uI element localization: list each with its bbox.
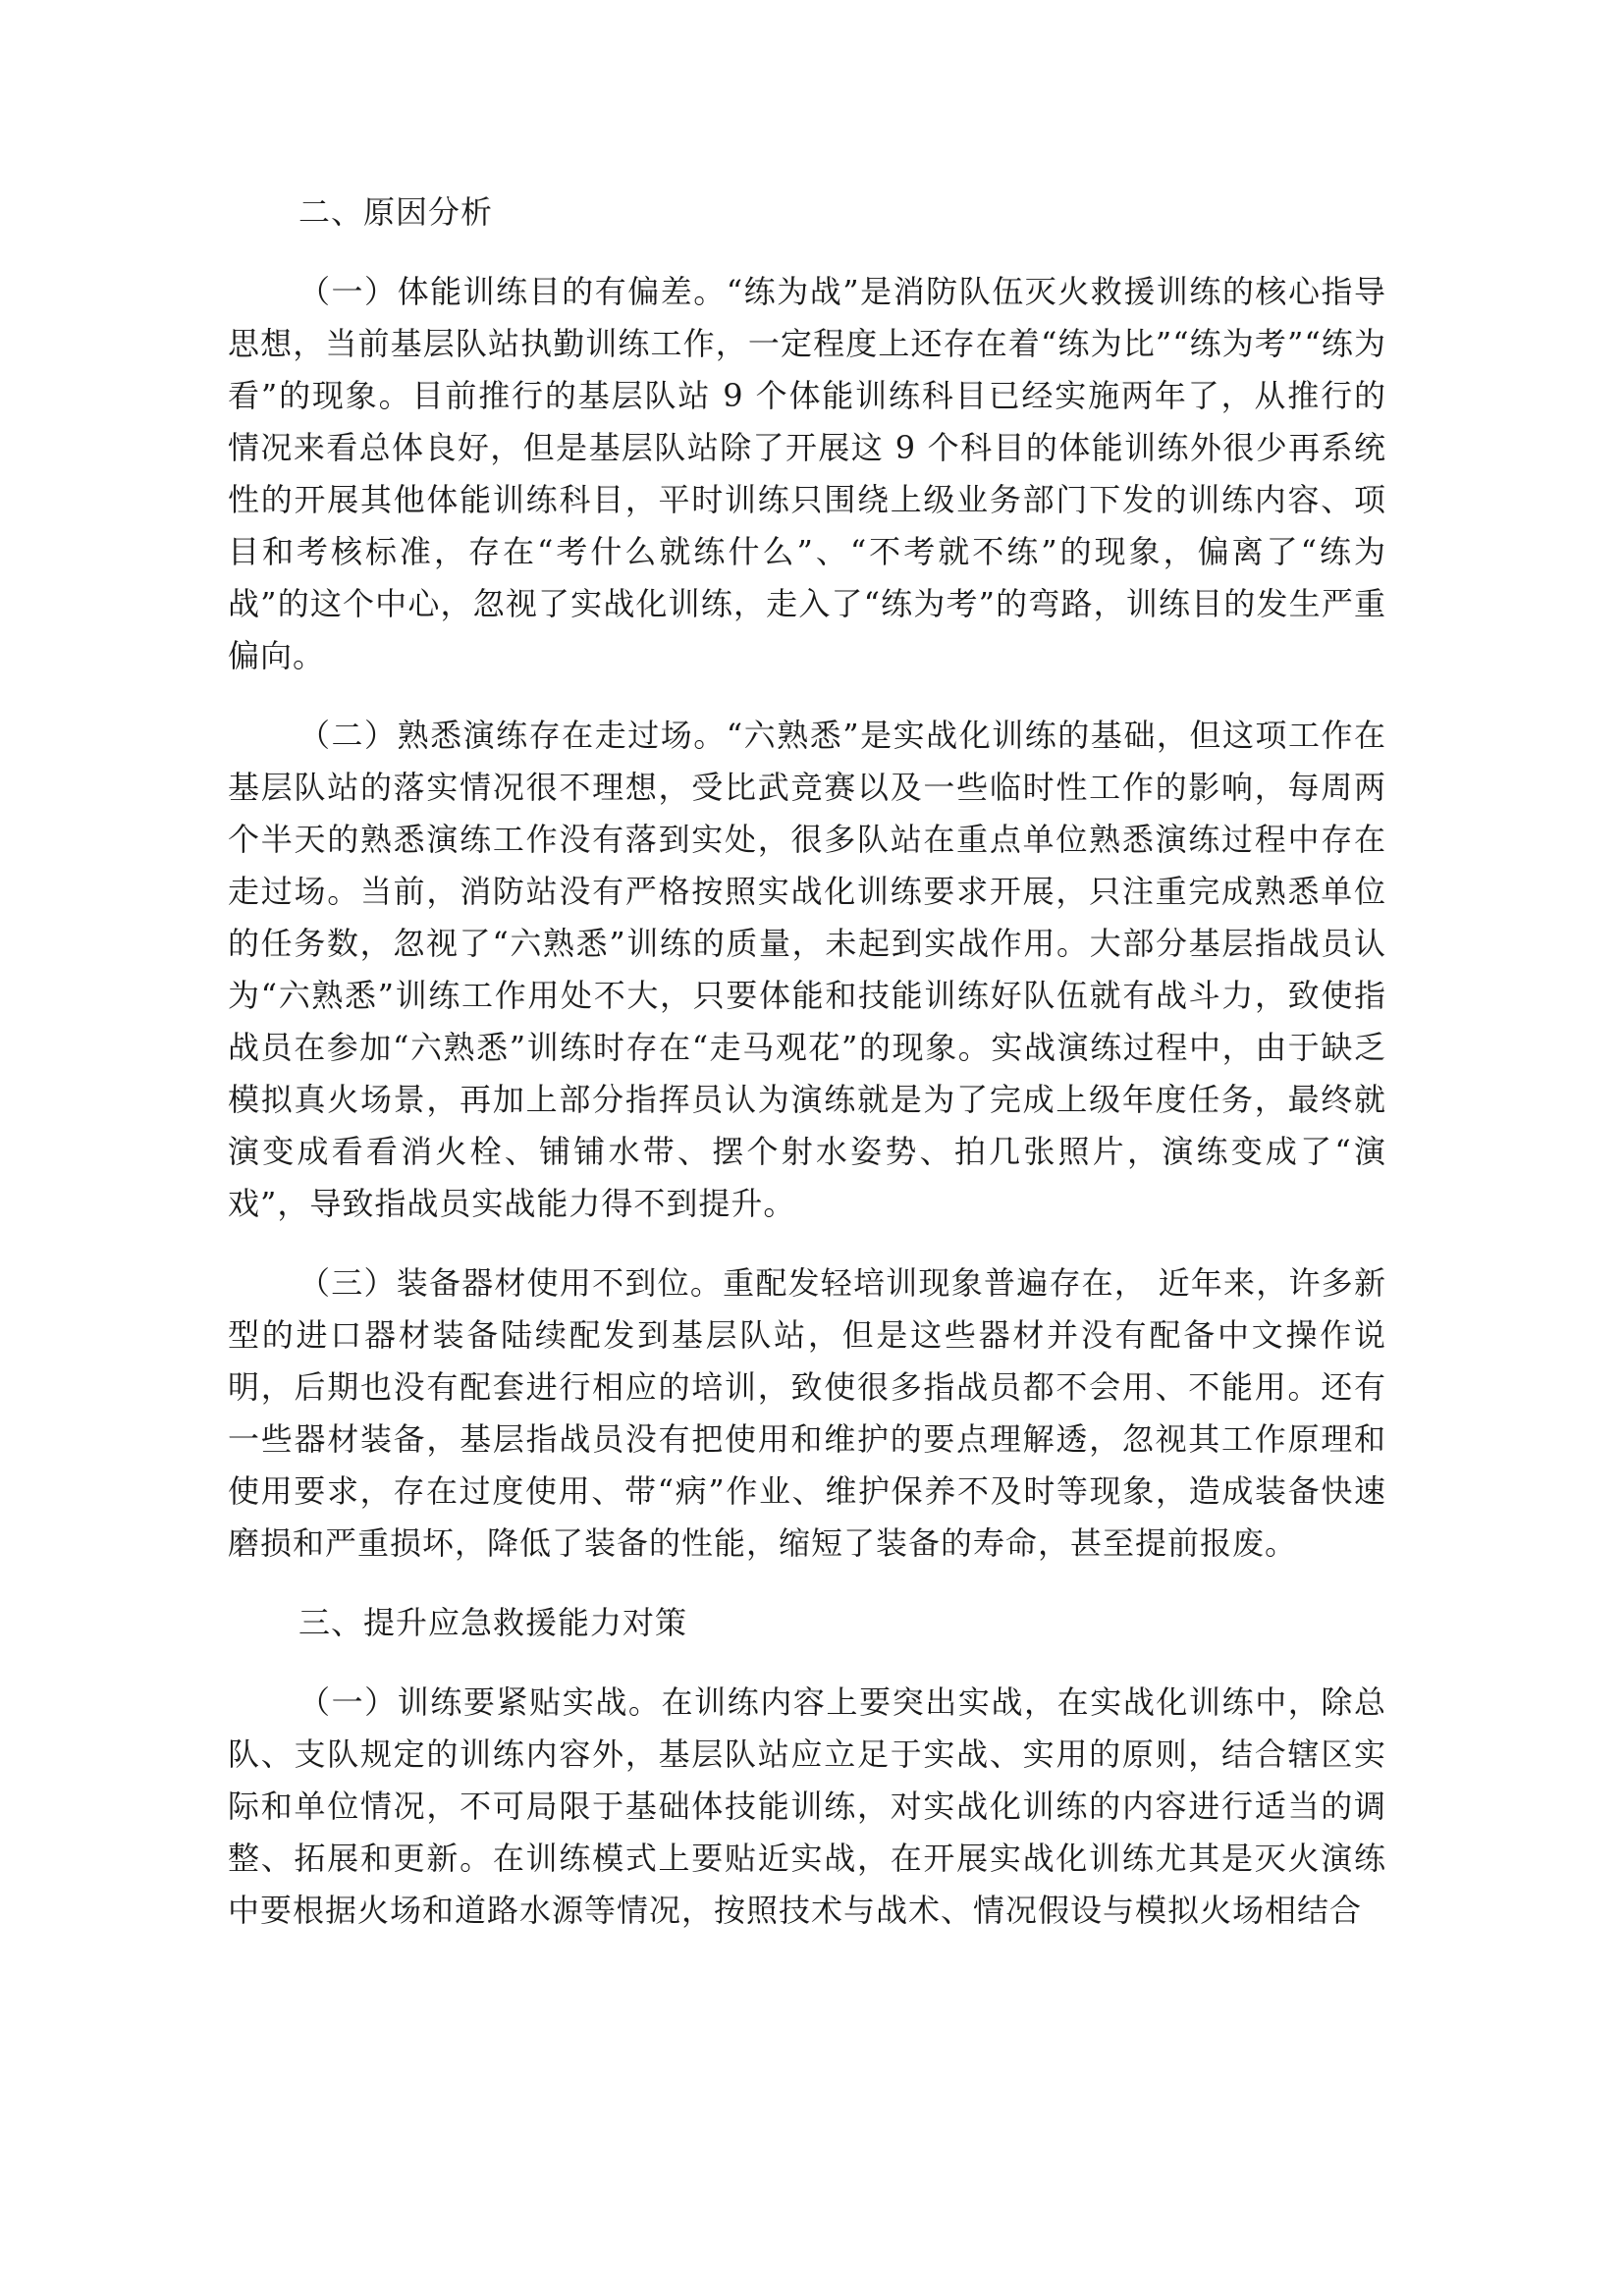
paragraph-familiarization-drills: （二）熟悉演练存在走过场。“六熟悉”是实战化训练的基础，但这项工作在基层队站的落实情况很不理想，受比武竞赛以及一些临时性工作的影响，每周两个半天的熟悉演练工作没有落到实处，很多队站在重点单位熟悉演练过程中存在走过场。当前，消防站没有严格按照实战化训练要求开展，只注重完成熟悉单位的任务数，忽视了“六熟悉”训练的质量，未起到实战作用。大部分基层指战员认为“六熟悉”训练工作用处不大，只要体能和技能训练好队伍就有战斗力，致使指战员在参加“六熟悉”训练时存在“走马观花”的现象。实战演练过程中，由于缺乏模拟真火场景，再加上部分指挥员认为演练就是为了完成上级年度任务，最终就演变成看看消火栓、铺铺水带、摆个射水姿势、拍几张照片，演练变成了“演戏”，导致指战员实战能力得不到提升。 bbox=[228, 717, 1386, 1222]
section-heading-countermeasures: 三、提升应急救援能力对策 bbox=[298, 1604, 688, 1641]
section-heading-cause-analysis: 二、原因分析 bbox=[298, 193, 494, 231]
paragraph-training-close-to-combat: （一）训练要紧贴实战。在训练内容上要突出实战，在实战化训练中，除总队、支队规定的训练内容外，基层队站应立足于实战、实用的原则，结合辖区实际和单位情况，不可局限于基础体技能训练，对实战化训练的内容进行适当的调整、拓展和更新。在训练模式上要贴近实战，在开展实战化训练尤其是灭火演练中要根据火场和道路水源等情况，按照技术与战术、情况假设与模拟火场相结合 bbox=[228, 1683, 1386, 1929]
document-body bbox=[228, 187, 1386, 1964]
paragraph-physical-training: （一）体能训练目的有偏差。“练为战”是消防队伍灭火救援训练的核心指导思想，当前基层队站执勤训练工作，一定程度上还存在着“练为比”“练为考”“练为看”的现象。目前推行的基层队站 9 个体能训练科目已经实施两年了，从推行的情况来看总体良好，但是基层队站除了开展这 9 个科目的体能训练外很少再系统性的开展其他体能训练科目，平时训练只围绕上级业务部门下发的训练内容、项目和考核标准，存在“考什么就练什么”、“不考就不练”的现象，偏离了“练为战”的这个中心，忽视了实战化训练，走入了“练为考”的弯路，训练目的发生严重偏向。 bbox=[228, 273, 1386, 674]
paragraph-equipment-usage: （三）装备器材使用不到位。重配发轻培训现象普遍存在， 近年来，许多新型的进口器材装备陆续配发到基层队站，但是这些器材并没有配备中文操作说明，后期也没有配套进行相应的培训，致使很多指战员都不会用、不能用。还有一些器材装备，基层指战员没有把使用和维护的要点理解透，忽视其工作原理和使用要求，存在过度使用、带“病”作业、维护保养不及时等现象，造成装备快速磨损和严重损坏，降低了装备的性能，缩短了装备的寿命，甚至提前报废。 bbox=[228, 1264, 1386, 1562]
